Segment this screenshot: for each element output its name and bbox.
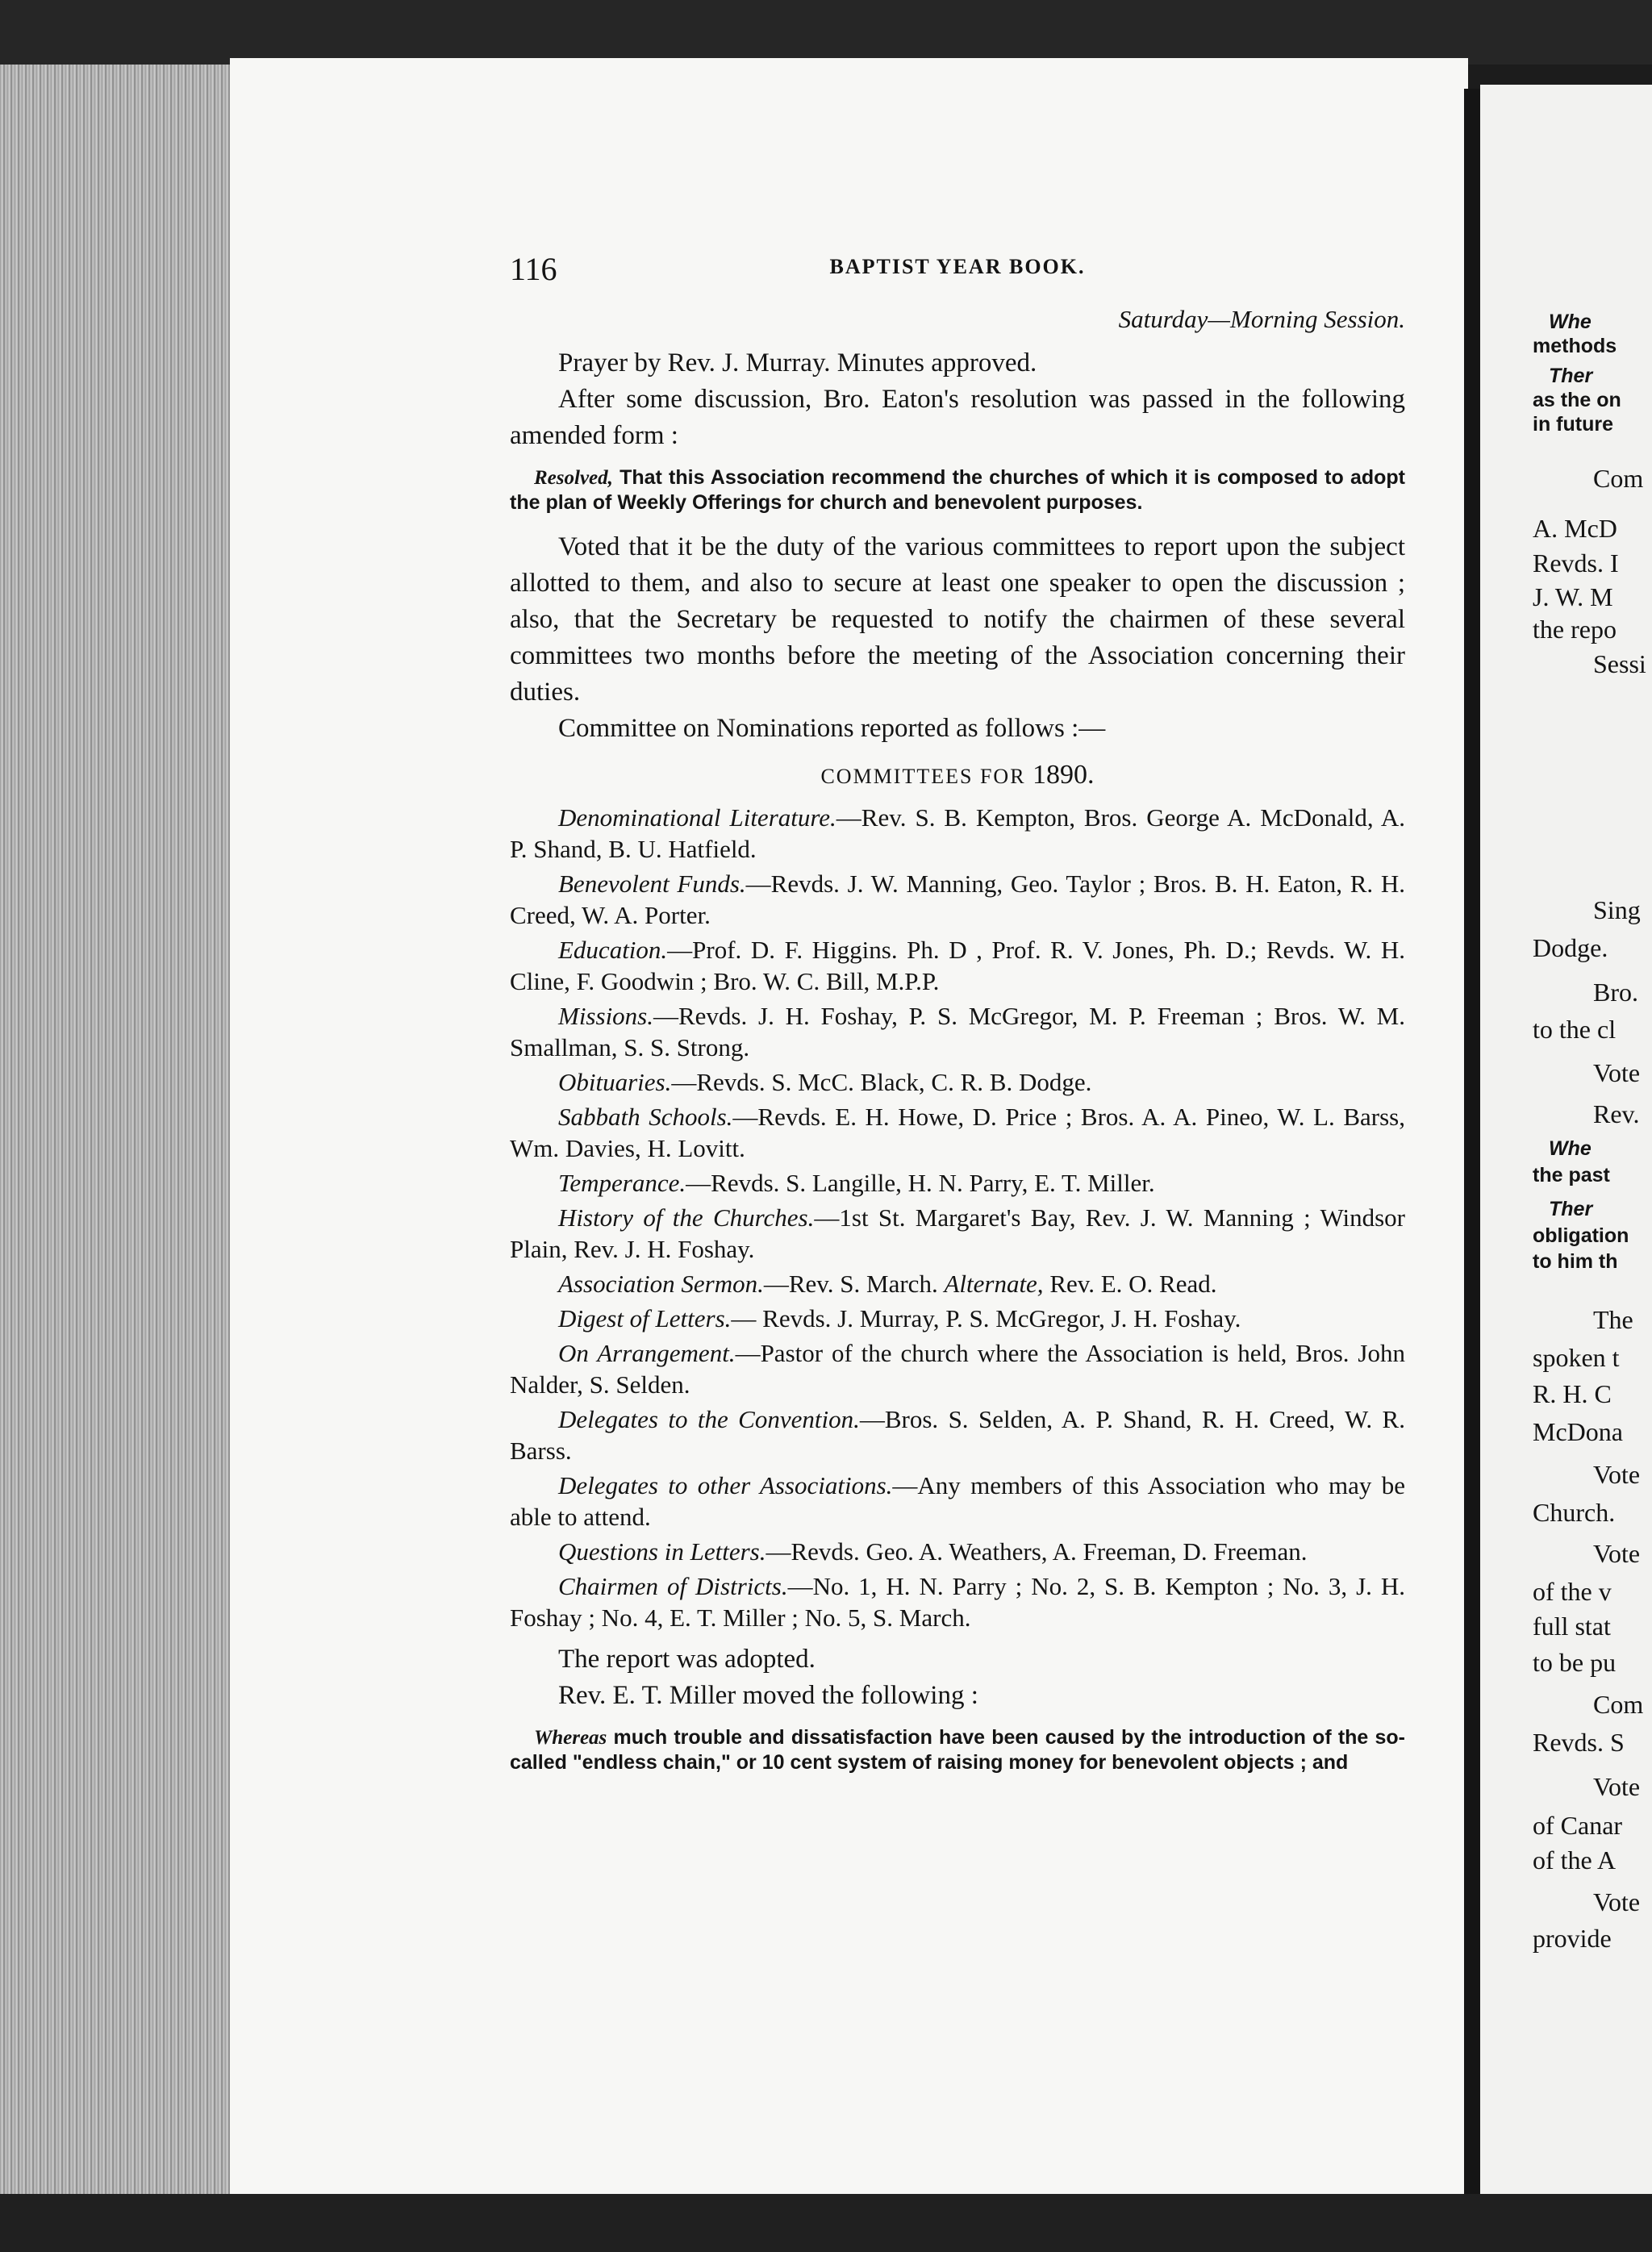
right-page-fragment: Vote [1593,1772,1641,1801]
right-page-fragment: Church. [1533,1498,1616,1527]
right-page-fragment: to the cl [1533,1015,1617,1044]
right-page-fragment: Vote [1593,1058,1641,1087]
committee-label: Digest of Letters. [558,1304,732,1332]
scan-background-top [0,0,1652,65]
paragraph-adopted: The report was adopted. [558,1645,816,1674]
committee-members: —Revds. E. H. Howe, D. Price ; Bros. A. A. Pineo, W. L. Barss, Wm. Davies, H. Lovitt. [510,1103,1405,1162]
right-page-fragment: Com [1593,1690,1644,1719]
right-page-fragment: Ther [1549,365,1593,387]
committee-entry [510,1337,1405,1400]
committee-label: Chairmen of Districts. [558,1572,788,1600]
book-gutter [1464,89,1480,2202]
right-page-fragment: of the v [1533,1577,1612,1606]
right-page-fragment: Whe [1549,311,1592,333]
committee-members: —1st St. Margaret's Bay, Rev. J. W. Manning ; Windsor Plain, Rev. J. H. Foshay. [510,1203,1405,1263]
right-page-fragment: the repo [1533,615,1617,644]
committee-entry [510,1470,1405,1533]
right-page-fragment: obligation [1533,1224,1629,1247]
committees-year: 1890. [1032,760,1095,790]
right-page-fragment: Vote [1593,1539,1641,1568]
right-page-fragment: as the on [1533,389,1621,411]
committee-label: Sabbath Schools. [558,1103,733,1131]
committee-label: Delegates to the Convention. [558,1405,860,1433]
right-page-fragment: Revds. I [1533,548,1619,578]
left-page-text [510,250,1405,1789]
committee-members: —No. 1, H. N. Parry ; No. 2, S. B. Kempton ; No. 3, J. H. Foshay ; No. 4, E. T. Miller ; No. 5, S. March. [510,1572,1405,1632]
committee-label: Benevolent Funds. [558,870,746,898]
committee-members: —Rev. S. March. [763,1270,938,1298]
committee-members: —Revds. S. McC. Black, C. R. B. Dodge. [671,1068,1092,1096]
resolved-text: That this Association recommend the churches of which it is composed to adopt the plan of Weekly Offerings for church and benevolent purposes. [510,466,1405,514]
committee-label: Obituaries. [558,1068,672,1096]
page-number: 116 [510,251,557,287]
committee-entry [510,1202,1405,1265]
right-page-fragment: Bro. [1593,978,1638,1007]
committee-members: —Rev. S. B. Kempton, Bros. George A. McDonald, A. P. Shand, B. U. Hatfield. [510,803,1405,863]
right-page-fragment: Vote [1593,1887,1641,1916]
right-page-fragment: the past [1533,1164,1610,1186]
right-page-fragment: in future [1533,413,1613,436]
right-page-fragment: of Canar [1533,1811,1623,1840]
committees-title [510,760,1405,790]
right-page-fragment: A. McD [1533,514,1617,543]
committee-members: —Revds. S. Langille, H. N. Parry, E. T. Miller. [686,1169,1155,1197]
committee-entry [510,1066,1405,1098]
committee-label: Questions in Letters. [558,1537,766,1566]
committee-label: Missions. [558,1002,653,1030]
right-page-fragment: Whe [1549,1137,1592,1160]
whereas-clause [510,1725,1405,1774]
right-page-fragment: methods [1533,335,1617,357]
right-page-fragment: McDona [1533,1417,1623,1446]
committee-label: Delegates to other Associations. [558,1471,893,1499]
right-page-fragment: Dodge. [1533,933,1608,962]
committee-entry [510,1403,1405,1466]
resolved-label: Resolved, [534,467,613,489]
right-page-fragment: J. W. M [1533,582,1613,611]
page-header [510,250,1405,298]
committee-members: —Revds. Geo. A. Weathers, A. Freeman, D. Freeman. [766,1537,1308,1566]
committee-label: Temperance. [558,1169,686,1197]
right-page-fragment: to him th [1533,1250,1618,1273]
paragraph-motion: Rev. E. T. Miller moved the following : [558,1681,978,1710]
right-page-fragment: R. H. C [1533,1379,1612,1408]
paragraph-prayer: Prayer by Rev. J. Murray. Minutes approved. [558,348,1037,377]
right-page-fragment: Sing [1593,895,1641,924]
committee-members: —Any members of this Association who may be able to attend. [510,1471,1406,1531]
committee-entry [510,1536,1405,1567]
committee-members: —Revds. J. H. Foshay, P. S. McGregor, M. P. Freeman ; Bros. W. M. Smallman, S. S. Strong. [510,1002,1405,1061]
committee-members: — Revds. J. Murray, P. S. McGregor, J. H. Foshay. [731,1304,1241,1332]
right-page-fragment: Rev. [1593,1099,1640,1128]
whereas-text: much trouble and dissatisfaction have been caused by the introduction of the so-called "endless chain," or 10 cent system of raising money for benevolent objects ; and [510,1726,1405,1774]
committee-label-alternate: Alternate, [944,1270,1044,1298]
committee-entry [510,1303,1405,1334]
committee-label: History of the Churches. [558,1203,815,1232]
right-page-fragment: provide [1533,1924,1612,1953]
committee-label: Association Sermon. [558,1270,764,1298]
scan-background-bottom [0,2194,1652,2252]
paragraph-discussion: After some discussion, Bro. Eaton's resolution was passed in the following amended form : [510,385,1405,450]
committee-entry [510,1268,1405,1299]
committee-label: On Arrangement. [558,1339,736,1367]
right-page-fragment: Sessi [1593,649,1646,678]
right-page-fragment: spoken t [1533,1343,1620,1372]
committee-entry [510,1000,1405,1063]
committee-entry [510,1167,1405,1199]
paragraph-voted: Voted that it be the duty of the various committees to report upon the subject allotted to them, and also to secure at least one speaker to open the discussion ; also, that the Secretary be requested to notify the chairmen of these several committees two months before the meeting of the Association concerning their duties. [510,532,1405,707]
committee-entry [510,802,1405,865]
committee-members: —Revds. J. W. Manning, Geo. Taylor ; Bros. B. H. Eaton, R. H. Creed, W. A. Porter. [510,870,1405,929]
paragraph-nominations: Committee on Nominations reported as follows :— [558,714,1106,743]
running-head: BAPTIST YEAR BOOK. [829,255,1086,278]
committees-title-text: COMMITTEES FOR [820,765,1026,788]
committee-members: —Prof. D. F. Higgins. Ph. D , Prof. R. V. Jones, Ph. D.; Revds. W. H. Cline, F. Goodwin ; Bro. W. C. Bill, M.P.P. [510,936,1405,995]
right-page-fragment: Vote [1593,1460,1641,1489]
right-page-fragment: Revds. S [1533,1728,1625,1757]
committees-list [510,802,1405,1633]
right-page-fragment: to be pu [1533,1648,1617,1677]
committee-label: Denominational Literature. [558,803,836,832]
committee-entry [510,1570,1405,1633]
committee-members-alternate: Rev. E. O. Read. [1043,1270,1217,1298]
committee-entry [510,1101,1405,1164]
book-page-edges [0,65,230,2194]
right-page-fragment: Com [1593,464,1644,493]
committee-members: —Bros. S. Selden, A. P. Shand, R. H. Creed, W. R. Barss. [510,1405,1405,1465]
session-heading: Saturday—Morning Session. [1118,305,1405,333]
right-page-fragment: of the A [1533,1845,1617,1875]
committee-label: Education. [558,936,668,964]
committee-entry [510,934,1405,997]
resolution [510,465,1405,515]
committee-members: —Pastor of the church where the Association is held, Bros. John Nalder, S. Selden. [510,1339,1405,1399]
committee-entry [510,868,1405,931]
right-page-fragment: full stat [1533,1612,1611,1641]
whereas-label: Whereas [534,1727,607,1749]
right-page-fragment: The [1593,1305,1633,1334]
right-page-fragment: Ther [1549,1198,1593,1220]
